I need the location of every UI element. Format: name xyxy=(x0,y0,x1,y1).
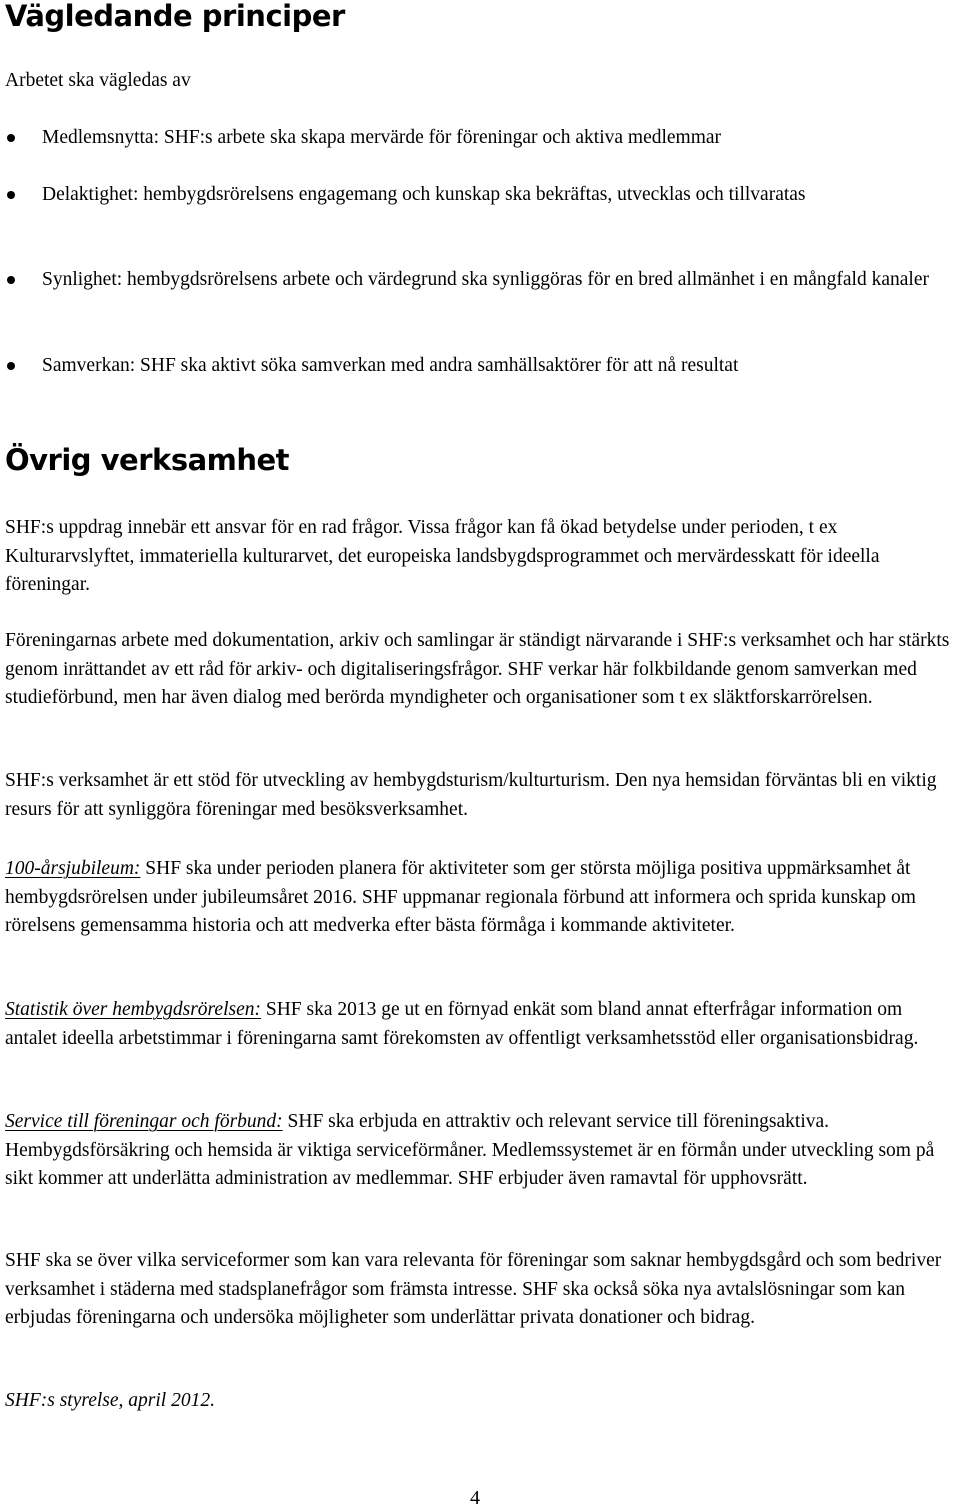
label-service: Service till föreningar och förbund: xyxy=(5,1111,283,1132)
bullet-icon xyxy=(7,134,15,142)
label-statistik: Statistik över hembygdsrörelsen: xyxy=(5,999,261,1020)
paragraph-hembygdsturism: SHF:s verksamhet är ett stöd för utveckling av hembygdsturism/kulturturism. Den nya hemsidan förväntas bli en viktig resurs för att synliggöra föreningar med besöksverksamhet. xyxy=(5,770,937,820)
text-statistik: SHF ska 2013 ge ut en förnyad enkät som bland annat efterfrågar information om antalet ideella arbetstimmar i föreningarna samt förekomsten av offentligt verksamhetsstöd eller organisationsbidrag. xyxy=(5,999,919,1049)
paragraph-uppdrag: SHF:s uppdrag innebär ett ansvar för en rad frågor. Vissa frågor kan få ökad betydelse under perioden, t ex Kulturarvslyftet, immateriella kulturarvet, det europeiska landsbygdsprogrammet och mervärdesskatt för ideella föreningar. xyxy=(5,517,880,595)
principle-delaktighet: Delaktighet: hembygdsrörelsens engagemang och kunskap ska bekräftas, utvecklas och tillvaratas xyxy=(42,184,806,205)
signature: SHF:s styrelse, april 2012. xyxy=(5,1390,215,1411)
paragraph-service xyxy=(5,1108,953,1194)
paragraph-serviceformer: SHF ska se över vilka serviceformer som kan vara relevanta för föreningar som saknar hembygdsgård och som bedriver verksamhet i städerna med stadsplanefrågor som främsta intresse. SHF ska också söka nya avtalslösningar som kan erbjudas föreningarna och undersöka möjligheter som underlättar privata donationer och bidrag. xyxy=(5,1250,942,1328)
heading-ovrig-verksamhet: Övrig verksamhet xyxy=(5,443,290,477)
heading-vagledande-principer: Vägledande principer xyxy=(5,0,345,33)
label-jubileum: 100-årsjubileum: xyxy=(5,858,141,879)
bullet-icon xyxy=(7,362,15,370)
paragraph-jubileum xyxy=(5,855,953,941)
text-service: SHF ska erbjuda en attraktiv och relevant service till föreningsaktiva. Hembygdsförsäkring och hemsida är viktiga serviceförmåner. Medlemssystemet är en förmån under utveckling som på sikt kommer att underlätta administration av medlemmar. SHF erbjuder även ramavtal för upphovsrätt. xyxy=(5,1111,935,1189)
principle-medlemsnytta: Medlemsnytta: SHF:s arbete ska skapa mervärde för föreningar och aktiva medlemmar xyxy=(42,127,722,148)
paragraph-dokumentation: Föreningarnas arbete med dokumentation, arkiv och samlingar är ständigt närvarande i SHF:s verksamhet och har stärkts genom inrättandet av ett råd för arkiv- och digitaliseringsfrågor. SHF verkar här folkbildande genom samverkan med studieförbund, men har även dialog med berörda myndigheter och organisationer som t ex släktforskarrörelsen. xyxy=(5,630,950,708)
principle-samverkan: Samverkan: SHF ska aktivt söka samverkan med andra samhällsaktörer för att nå resultat xyxy=(42,355,739,376)
bullet-icon xyxy=(7,191,15,199)
page-number: 4 xyxy=(470,1487,480,1509)
text-jubileum: SHF ska under perioden planera för aktiviteter som ger största möjliga positiva uppmärksamhet åt hembygdsrörelsen under jubileumsåret 2016. SHF uppmanar regionala förbund att informera och sprida kunskap om rörelsens gemensamma historia och att medverka efter bästa förmåga i kommande aktiviteter. xyxy=(5,858,916,936)
bullet-icon xyxy=(7,276,15,284)
paragraph-statistik xyxy=(5,996,953,1053)
principle-synlighet: Synlighet: hembygdsrörelsens arbete och värdegrund ska synliggöras för en bred allmänhet i en mångfald kanaler xyxy=(42,269,929,290)
intro-text: Arbetet ska vägledas av xyxy=(5,70,191,91)
